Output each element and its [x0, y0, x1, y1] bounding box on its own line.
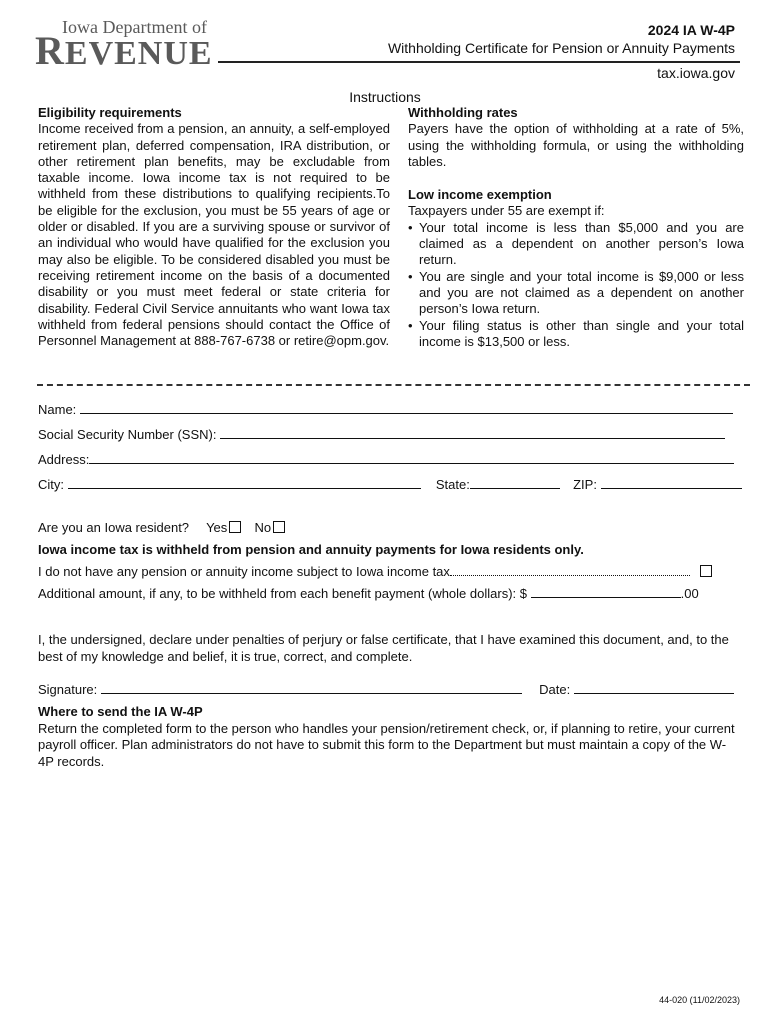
- list-item: • Your total income is less than $5,000 and you are claimed as a dependent on another person’s Iowa return.: [408, 220, 744, 269]
- low-income-intro: Taxpayers under 55 are exempt if:: [408, 203, 605, 219]
- zip-field[interactable]: [601, 476, 742, 489]
- no-income-checkbox[interactable]: [700, 565, 712, 577]
- name-label: Name:: [38, 402, 77, 417]
- additional-amount-label: Additional amount, if any, to be withheld from each benefit payment (whole dollars): $: [38, 586, 527, 601]
- send-body: Return the completed form to the person who handles your pension/retirement check, or, if planning to retire, your current payroll officer. Plan administrators do not have to submit this form to the Department but must maintain a copy of the W-4P records.: [38, 720, 735, 769]
- cents-suffix: .00: [680, 586, 699, 601]
- low-income-list: [408, 220, 744, 350]
- signature-field[interactable]: [101, 681, 522, 694]
- date-label: Date:: [539, 682, 571, 697]
- low-income-heading: Low income exemption: [408, 187, 552, 203]
- leader-dots: [450, 565, 690, 576]
- zip-label: ZIP:: [573, 477, 597, 492]
- city-field[interactable]: [68, 476, 421, 489]
- website[interactable]: tax.iowa.gov: [657, 65, 735, 81]
- header-rule: [218, 61, 740, 63]
- logo-revenue-rest: EVENUE: [64, 35, 213, 72]
- address-row: [38, 451, 734, 467]
- yes-label: Yes: [206, 520, 228, 535]
- ssn-field[interactable]: [220, 426, 725, 439]
- form-code: 44-020 (11/02/2023): [659, 995, 740, 1005]
- resident-question: Are you an Iowa resident?: [38, 520, 190, 535]
- address-label: Address:: [38, 452, 90, 467]
- eligibility-heading: Eligibility requirements: [38, 105, 182, 120]
- additional-amount-field[interactable]: [531, 585, 681, 598]
- state-label: State:: [435, 477, 470, 492]
- send-heading: Where to send the IA W-4P: [38, 704, 203, 719]
- no-label: No: [254, 520, 272, 535]
- form-title: Withholding Certificate for Pension or Annuity Payments: [387, 40, 735, 56]
- withholding-rates-heading: Withholding rates: [408, 105, 518, 120]
- name-field[interactable]: [80, 401, 733, 414]
- declaration: I, the undersigned, declare under penalties of perjury or false certificate, that I have examined this document, and, to the best of my knowledge and belief, it is true, correct, and complete.: [38, 632, 729, 664]
- state-field[interactable]: [470, 476, 560, 489]
- cut-line: [37, 384, 750, 386]
- withholding-rates-body: Payers have the option of withholding at a rate of 5%, using the withholding formula, or using the withholding tables.: [408, 121, 744, 169]
- logo-agency-line: Iowa Department of: [62, 17, 207, 37]
- list-item: • Your filing status is other than single and your total income is $13,500 or less.: [408, 318, 744, 351]
- eligibility-section: [38, 105, 390, 349]
- date-field[interactable]: [574, 681, 734, 694]
- no-income-statement: I do not have any pension or annuity income subject to Iowa income tax: [38, 564, 450, 579]
- logo-revenue-initial: R: [35, 28, 65, 73]
- residents-note: Iowa income tax is withheld from pension and annuity payments for Iowa residents only.: [38, 542, 584, 557]
- signature-row: [38, 681, 734, 697]
- send-section: [38, 704, 738, 770]
- ssn-row: [38, 426, 725, 442]
- signature-label: Signature:: [38, 682, 98, 697]
- resident-row: [38, 520, 285, 535]
- name-row: [38, 401, 733, 417]
- city-state-zip-row: [38, 476, 742, 492]
- instructions-heading: Instructions: [349, 89, 421, 105]
- address-field[interactable]: [89, 451, 734, 464]
- no-income-row: [38, 564, 712, 579]
- logo-revenue: [35, 28, 213, 73]
- additional-amount-row: [38, 585, 699, 601]
- form-number: 2024 IA W-4P: [647, 22, 735, 38]
- yes-checkbox[interactable]: [229, 521, 241, 533]
- ssn-label: Social Security Number (SSN):: [38, 427, 217, 442]
- rates-section: [408, 105, 744, 350]
- list-item: • You are single and your total income is $9,000 or less and you are not claimed as a dependent on another person’s Iowa return.: [408, 269, 744, 318]
- city-label: City:: [38, 477, 64, 492]
- eligibility-body: Income received from a pension, an annuity, a self-employed retirement plan, deferred compensation, IRA distribution, or other retirement plan benefits, may be excludable from taxable income. Iowa income tax is not required to be withheld from these distributions to qualifying recipients.To be eligible for the exclusion, you must be 55 years of age or older or disabled. If you are a surviving spouse or survivor of an individual who would have qualified for the exclusion you may also be eligible. To be considered disabled you must be receiving retirement income on the basis of a documented disability or you must meet federal or state criteria for disability. Federal Civil Service annuitants who want Iowa tax withheld from federal pensions should contact the Office of Personnel Management at 888-767-6738 or retire@opm.gov.: [38, 121, 390, 349]
- no-checkbox[interactable]: [273, 521, 285, 533]
